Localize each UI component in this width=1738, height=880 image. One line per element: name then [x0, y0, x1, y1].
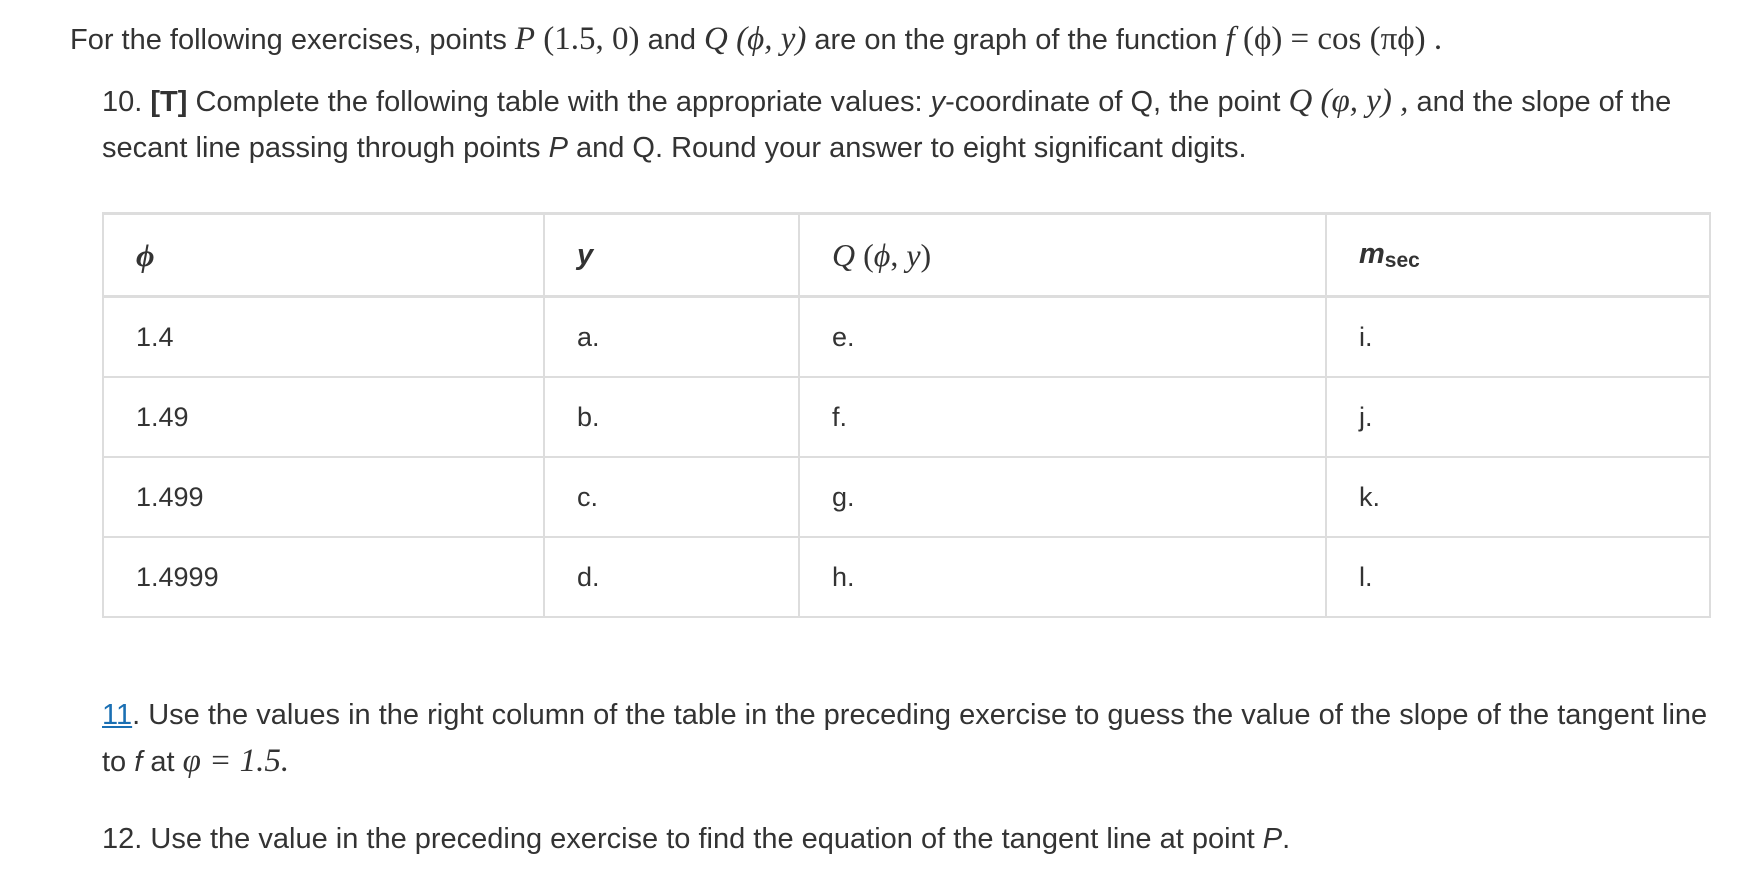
cell-phi: 1.49 — [103, 377, 544, 457]
header-m: m — [1359, 237, 1385, 270]
table-header-row — [103, 214, 1710, 297]
header-m-subscript: sec — [1384, 248, 1420, 272]
exercise-10-number: 10. — [102, 86, 151, 118]
exercise-11-text-2: at — [142, 746, 183, 778]
header-y-label: y — [577, 238, 594, 271]
exercise-10-q-coords: (φ, y) , — [1312, 83, 1409, 119]
cell-y: d. — [544, 537, 799, 617]
exercise-10-text-3: and the slope of the secant line passing through points — [102, 86, 1672, 164]
exercise-12-text-1: 12. Use the value in the preceding exercise to find the equation of the tangent line at point — [102, 823, 1263, 855]
cell-y: b. — [544, 377, 799, 457]
header-q-y: y — [906, 236, 921, 273]
header-q-phi: ϕ — [873, 236, 891, 273]
intro-paragraph — [70, 16, 1442, 63]
cell-q: g. — [799, 457, 1326, 537]
cell-q: e. — [799, 297, 1326, 378]
point-q-coords: (ϕ, y) — [727, 21, 807, 57]
intro-text-2: and — [639, 24, 705, 56]
exercise-11-f-symbol: f — [134, 746, 143, 778]
exercise-10-tag: [T] — [150, 86, 188, 118]
exercise-12-text-2: . — [1282, 823, 1291, 855]
intro-text-1: For the following exercises, points — [70, 24, 515, 56]
table-row — [103, 537, 1710, 617]
values-table — [102, 212, 1711, 618]
point-p-coords: (1.5, 0) — [535, 21, 640, 57]
header-q-symbol: Q — [832, 236, 856, 273]
exercise-12-p-symbol: P — [1262, 823, 1283, 855]
cell-q: h. — [799, 537, 1326, 617]
header-phi-label: ϕ — [136, 236, 155, 273]
table-row — [103, 377, 1710, 457]
exercise-10-text-2: -coordinate of Q, the point — [945, 86, 1289, 118]
table-row — [103, 297, 1710, 378]
header-q — [799, 214, 1326, 297]
exercise-10-text-1: Complete the following table with the appropriate values: — [187, 86, 931, 118]
exercise-10-text-4: and Q. Round your answer to eight significant digits. — [567, 132, 1247, 164]
cell-msec: j. — [1326, 377, 1710, 457]
intro-text-3: are on the graph of the function — [806, 24, 1226, 56]
exercise-11 — [102, 692, 1712, 785]
point-p-symbol: P — [514, 21, 536, 57]
exercise-11-link[interactable]: 11 — [102, 699, 133, 731]
header-phi — [103, 214, 544, 297]
function-expression: (ϕ) = cos (πϕ) . — [1234, 21, 1443, 57]
header-y — [544, 214, 799, 297]
cell-msec: i. — [1326, 297, 1710, 378]
point-q-symbol: Q — [704, 21, 728, 57]
cell-phi: 1.4999 — [103, 537, 544, 617]
exercise-10 — [102, 78, 1702, 171]
cell-y: c. — [544, 457, 799, 537]
header-q-label: Q (ϕ, y) — [832, 236, 932, 273]
exercise-11-text-1: . Use the values in the right column of the table in the preceding exercise to guess the value of the slope of the tangent line to — [102, 699, 1708, 778]
table-row — [103, 457, 1710, 537]
exercise-10-q-symbol: Q — [1288, 83, 1313, 119]
header-msec — [1326, 214, 1710, 297]
header-msec-label — [1359, 238, 1420, 270]
cell-q: f. — [799, 377, 1326, 457]
cell-phi: 1.4 — [103, 297, 544, 378]
cell-msec: l. — [1326, 537, 1710, 617]
exercise-10-p-symbol: P — [548, 132, 568, 164]
exercise-10-y-word: y — [930, 86, 946, 118]
cell-phi: 1.499 — [103, 457, 544, 537]
function-name: f — [1225, 21, 1235, 57]
cell-msec: k. — [1326, 457, 1710, 537]
exercise-11-expression: φ = 1.5. — [182, 743, 290, 779]
cell-y: a. — [544, 297, 799, 378]
values-table-container — [102, 212, 1692, 618]
exercise-12 — [102, 816, 1290, 862]
